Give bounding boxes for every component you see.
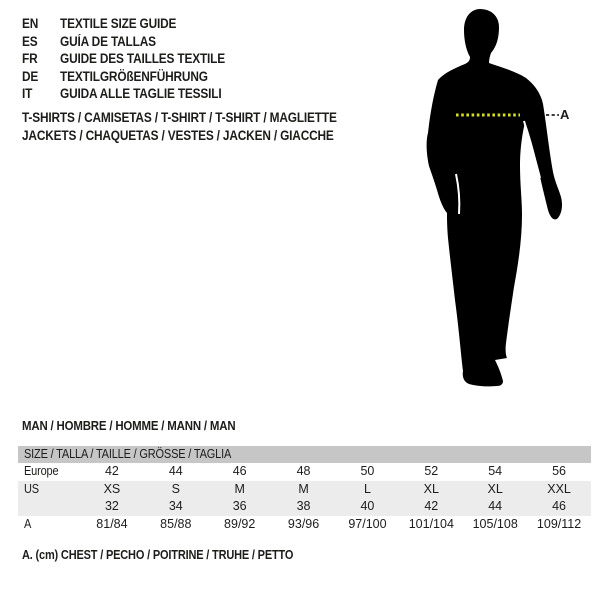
lang-title: TEXTILGRÖßENFÜHRUNG [60,68,208,84]
table-cell: 42 [104,464,119,478]
table-cell: 46 [232,464,247,478]
man-silhouette-figure [410,0,600,400]
man-silhouette [427,9,562,386]
lang-code: IT [22,86,33,102]
table-cell: XS [103,481,121,496]
lang-code: EN [22,16,39,31]
table-cell: 54 [488,464,503,478]
lang-code: FR [22,51,38,67]
table-cell: 34 [168,499,183,513]
table-cell: 105/108 [472,516,518,531]
lang-title: GUÍA DE TALLAS [60,33,156,49]
table-row-us [18,481,591,499]
table-row-chest-cm [18,516,591,534]
lang-row-de [22,68,248,86]
table-cell: 109/112 [536,516,582,531]
table-cell: 44 [488,499,503,513]
table-cell: 46 [552,499,567,513]
row-label [18,498,80,516]
lang-row-it [22,85,248,103]
language-list [22,15,248,103]
table-cell: M [298,481,309,496]
table-cell: 56 [552,464,567,478]
table-cell: M [234,481,245,496]
row-label: Europe [24,464,59,478]
category-tshirts: T-SHIRTS / CAMISETAS / T-SHIRT / T-SHIRT / MAGLIETTE [22,110,337,125]
table-cell: XL [423,481,439,496]
lang-row-es [22,33,248,51]
size-table [18,446,591,533]
table-cell: 40 [360,499,375,513]
table-cell: 32 [104,499,119,513]
table-cell: 52 [424,464,439,478]
table-cell: 48 [296,464,311,478]
measurement-footnote: A. (cm) CHEST / PECHO / POITRINE / TRUHE / PETTO [22,548,294,562]
row-label: US [24,481,39,496]
table-row-europe [18,463,591,481]
lang-code: DE [22,68,39,84]
row-label: A [24,516,32,531]
table-cell: 42 [424,499,439,513]
table-cell: 89/92 [224,516,256,531]
lang-row-fr [22,50,248,68]
size-table-header: SIZE / TALLA / TAILLE / GRÖSSE / TAGLIA [18,446,591,463]
lang-title: TEXTILE SIZE GUIDE [60,16,177,31]
table-cell: 44 [168,464,183,478]
category-jackets: JACKETS / CHAQUETAS / VESTES / JACKEN / GIACCHE [22,128,334,143]
man-silhouette-svg [410,0,600,400]
table-cell: 101/104 [408,516,454,531]
lang-row-en [22,15,248,33]
table-cell: 85/88 [160,516,192,531]
table-cell: S [171,481,180,496]
section-title-man: MAN / HOMBRE / HOMME / MANN / MAN [22,418,236,433]
lang-title: GUIDA ALLE TAGLIE TESSILI [60,86,222,102]
table-cell: XXL [547,481,571,496]
table-cell: 81/84 [96,516,128,531]
table-cell: 50 [360,464,375,478]
lang-title: GUIDE DES TAILLES TEXTILE [60,51,226,67]
table-cell: 36 [232,499,247,513]
table-cell: 93/96 [287,516,320,531]
measure-label-a: A [560,107,570,122]
table-cell: 38 [296,499,311,513]
table-cell: 97/100 [348,516,387,531]
table-row-us-numeric [18,498,591,516]
lang-code: ES [22,33,38,49]
table-cell: L [363,481,371,496]
garment-categories [22,109,380,145]
table-cell: XL [487,481,503,496]
